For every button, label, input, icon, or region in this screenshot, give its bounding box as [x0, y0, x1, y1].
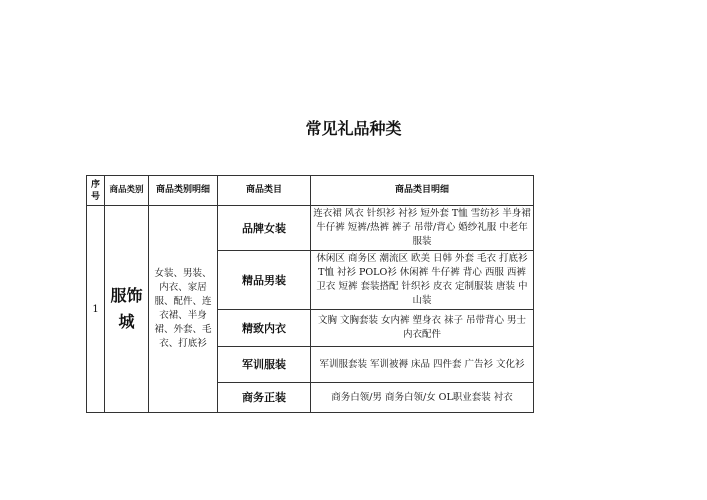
subcategory-detail: 军训服套装 军训被褥 床品 四件套 广告衫 文化衫	[311, 347, 534, 383]
subcategory-name: 军训服装	[218, 347, 311, 383]
header-index: 序号	[87, 176, 105, 206]
header-category: 商品类别	[105, 176, 149, 206]
header-subcategory: 商品类目	[218, 176, 311, 206]
gift-category-table	[86, 175, 534, 413]
row-category: 服饰城	[105, 206, 149, 413]
subcategory-detail: 文胸 文胸套装 女内裤 塑身衣 袜子 吊带背心 男士 内衣配件	[311, 310, 534, 347]
subcategory-name: 精品男装	[218, 251, 311, 310]
table-header-row	[87, 176, 534, 206]
row-category-detail: 女装、男装、内衣、家居服、配件、连衣裙、半身裙、外套、毛衣、打底衫	[149, 206, 218, 413]
subcategory-name: 商务正装	[218, 383, 311, 413]
subcategory-detail: 休闲区 商务区 潮流区 欧美 日韩 外套 毛衣 打底衫 T恤 衬衫 POLO衫 休闲裤 牛仔裤 背心 西服 西裤 卫衣 短裤 套装搭配 针织衫 皮衣 定制服装 唐装 中山装	[311, 251, 534, 310]
table-row	[87, 206, 534, 251]
subcategory-name: 精致内衣	[218, 310, 311, 347]
header-subcategory-detail: 商品类目明细	[311, 176, 534, 206]
subcategory-name: 品牌女装	[218, 206, 311, 251]
page-title: 常见礼品种类	[305, 119, 402, 138]
subcategory-detail: 连衣裙 风衣 针织衫 衬衫 短外套 T恤 雪纺衫 半身裙 牛仔裤 短裤/热裤 裤子 吊带/背心 婚纱礼服 中老年服装	[311, 206, 534, 251]
header-category-detail: 商品类别明细	[149, 176, 218, 206]
subcategory-detail: 商务白领/男 商务白领/女 OL职业套装 衬衣	[311, 383, 534, 413]
row-index: 1	[87, 206, 105, 413]
